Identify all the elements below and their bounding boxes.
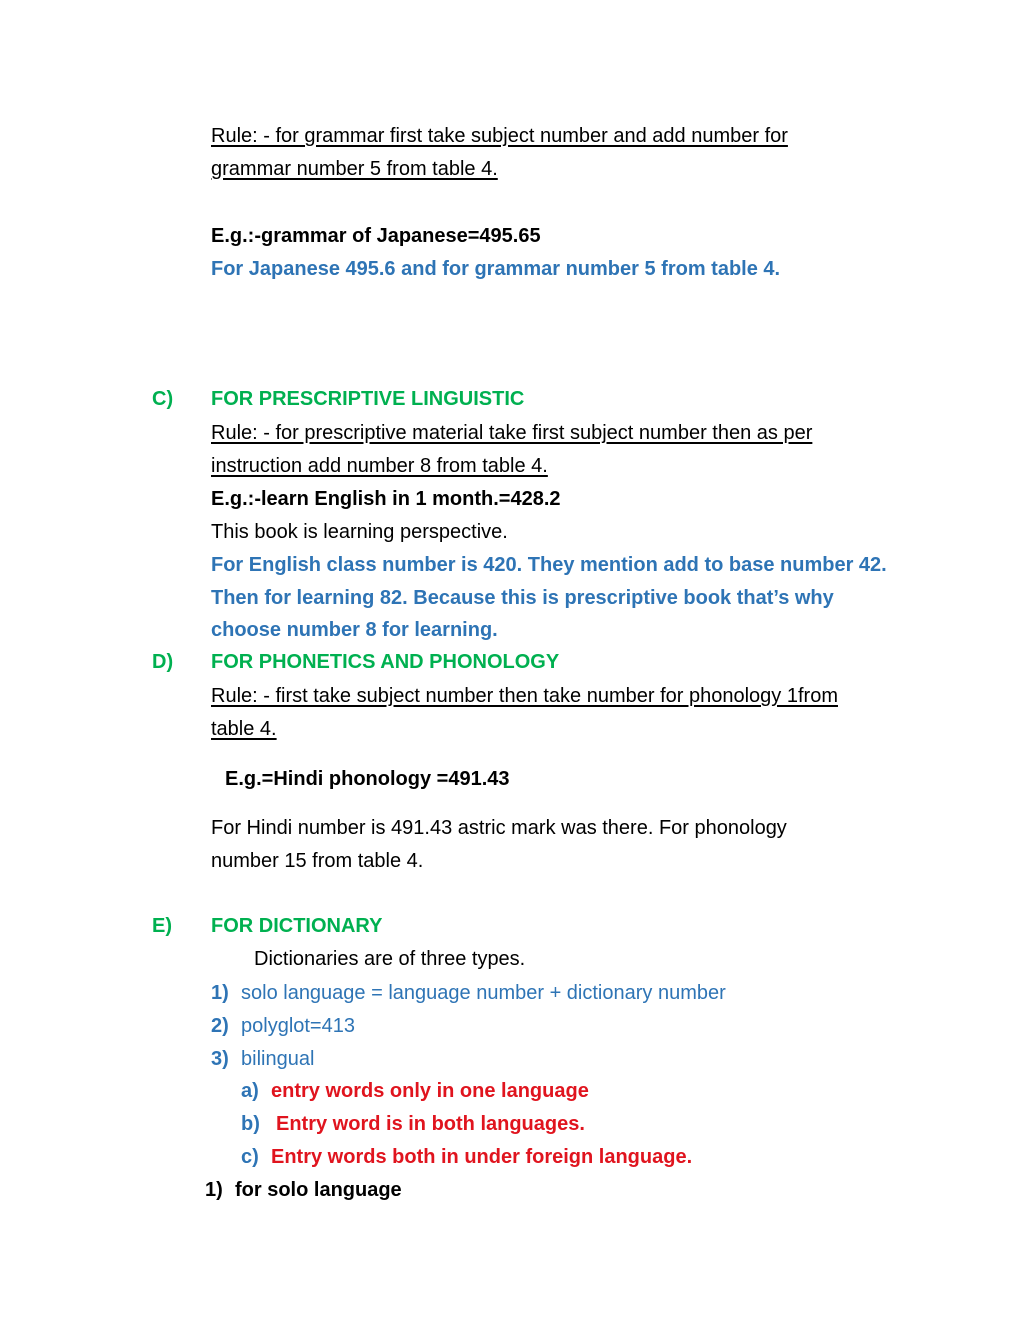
bilingual-subtype-letter: b) [241, 1113, 260, 1135]
bilingual-subtype-letter: a) [241, 1080, 259, 1102]
section-d-example: E.g.=Hindi phonology =491.43 [225, 768, 510, 790]
section-d-rule-line2: table 4. [211, 718, 277, 740]
section-c-rule-line2: instruction add number 8 from table 4. [211, 455, 548, 477]
grammar-explanation: For Japanese 495.6 and for grammar number 5 from table 4. [211, 258, 781, 280]
bilingual-subtype-letter: c) [241, 1146, 259, 1168]
section-e-label: E) [152, 915, 172, 937]
bilingual-subtype-text: Entry word is in both languages. [276, 1113, 585, 1135]
grammar-rule-line2: grammar number 5 from table 4. [211, 158, 498, 180]
section-c-explanation-line3: choose number 8 for learning. [211, 619, 498, 641]
section-d-label: D) [152, 651, 174, 673]
section-d-rule-line1: Rule: - first take subject number then take number for phonology 1from [211, 685, 838, 707]
section-d-explanation-line1: For Hindi number is 491.43 astric mark was there. For phonology [211, 817, 787, 839]
dictionary-type-number: 3) [211, 1048, 229, 1070]
section-c-explanation-line1: For English class number is 420. They mention add to base number 42. [211, 554, 887, 576]
dictionary-type-text: bilingual [241, 1048, 315, 1070]
bilingual-subtype-text: entry words only in one language [271, 1080, 589, 1102]
dictionary-type-text: polyglot=413 [241, 1015, 355, 1037]
grammar-example: E.g.:-grammar of Japanese=495.65 [211, 225, 541, 247]
section-c-rule-line1: Rule: - for prescriptive material take first subject number then as per [211, 422, 813, 444]
dictionary-type-text: solo language = language number + dictionary number [241, 982, 726, 1004]
bilingual-subtype-text: Entry words both in under foreign language. [271, 1146, 693, 1168]
grammar-rule-line1: Rule: - for grammar first take subject number and add number for [211, 125, 788, 147]
section-c-heading: FOR PRESCRIPTIVE LINGUISTIC [211, 388, 525, 410]
solo-language-heading: for solo language [235, 1179, 402, 1201]
section-e-heading: FOR DICTIONARY [211, 915, 383, 937]
dictionary-type-number: 2) [211, 1015, 229, 1037]
section-d-explanation-line2: number 15 from table 4. [211, 850, 424, 872]
section-c-note: This book is learning perspective. [211, 521, 508, 543]
solo-language-number: 1) [205, 1179, 223, 1201]
section-c-example: E.g.:-learn English in 1 month.=428.2 [211, 488, 561, 510]
dictionary-type-number: 1) [211, 982, 229, 1004]
section-e-intro: Dictionaries are of three types. [254, 948, 526, 970]
section-c-explanation-line2: Then for learning 82. Because this is prescriptive book that’s why [211, 587, 834, 609]
section-d-heading: FOR PHONETICS AND PHONOLOGY [211, 651, 560, 673]
section-c-label: C) [152, 388, 174, 410]
